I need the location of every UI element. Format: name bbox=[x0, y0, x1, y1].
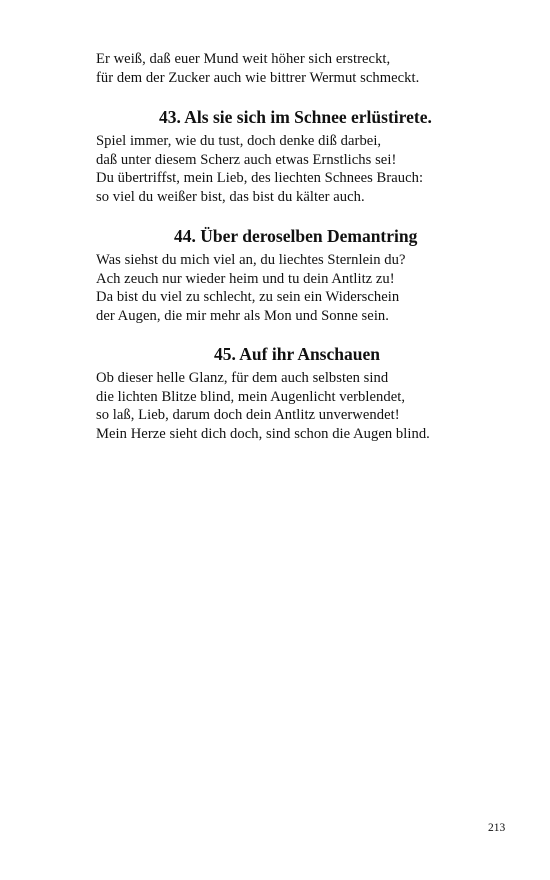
poem-title-45: 45. Auf ihr Anschauen bbox=[214, 344, 380, 364]
poem-title-43: 43. Als sie sich im Schnee erlüstirete. bbox=[159, 107, 432, 127]
verse-line: Ach zeuch nur wieder heim und tu dein Antlitz zu! bbox=[96, 270, 395, 287]
poem-45-stanza bbox=[96, 369, 516, 443]
verse-line: so viel du weißer bist, das bist du kälter auch. bbox=[96, 188, 365, 205]
verse-line: Du übertriffst, mein Lieb, des liechten Schnees Brauch: bbox=[96, 170, 424, 186]
page-number: 213 bbox=[488, 822, 506, 834]
verse-line: daß unter diesem Scherz auch etwas Ernstlichs sei! bbox=[96, 151, 397, 168]
verse-line: Ob dieser helle Glanz, für dem auch selbsten sind bbox=[96, 370, 389, 386]
verse-line: Da bist du viel zu schlecht, zu sein ein Widerschein bbox=[96, 289, 400, 305]
verse-line: Spiel immer, wie du tust, doch denke diß darbei, bbox=[96, 133, 382, 149]
poem-43-stanza bbox=[96, 132, 516, 206]
intro-stanza bbox=[96, 50, 516, 87]
poem-44-stanza bbox=[96, 251, 516, 325]
verse-line: Was siehst du mich viel an, du liechtes Sternlein du? bbox=[96, 252, 406, 268]
verse-line: der Augen, die mir mehr als Mon und Sonne sein. bbox=[96, 307, 389, 324]
verse-line: für dem der Zucker auch wie bittrer Wermut schmeckt. bbox=[96, 69, 420, 86]
verse-line: die lichten Blitze blind, mein Augenlicht verblendet, bbox=[96, 388, 406, 405]
verse-line: so laß, Lieb, darum doch dein Antlitz unverwendet! bbox=[96, 407, 400, 423]
verse-line: Er weiß, daß euer Mund weit höher sich erstreckt, bbox=[96, 51, 391, 67]
verse-line: Mein Herze sieht dich doch, sind schon die Augen blind. bbox=[96, 425, 430, 442]
poem-title-44: 44. Über deroselben Demantring bbox=[174, 226, 418, 246]
